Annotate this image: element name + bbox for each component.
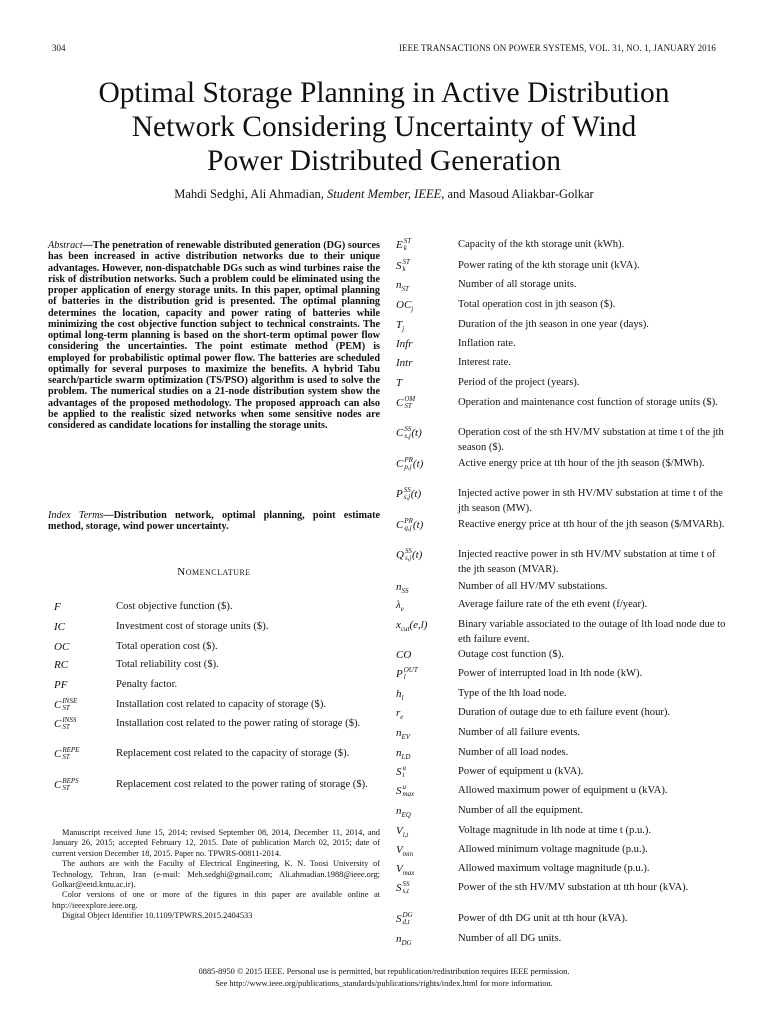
nomenclature-symbol: C INSS ST bbox=[54, 716, 77, 732]
authors-part: , and Masoud Aliakbar-Golkar bbox=[441, 187, 594, 201]
nomenclature-symbol: $n_{ST}$ bbox=[396, 279, 409, 294]
nomenclature-symbol: Infr bbox=[396, 338, 413, 350]
nomenclature-description: Number of all the equipment. bbox=[458, 805, 584, 816]
nomenclature-description: Average failure rate of the eth event (f/year). bbox=[458, 599, 648, 610]
nomenclature-symbol: $\lambda_e$ bbox=[396, 599, 404, 614]
nomenclature-description: Number of all load nodes. bbox=[458, 747, 569, 758]
nomenclature-symbol: RC bbox=[54, 659, 69, 671]
title-line: Network Considering Uncertainty of Wind bbox=[131, 111, 637, 143]
nomenclature-symbol: $V_{min}$ bbox=[396, 844, 414, 859]
authors-part: Mahdi Sedghi, Ali Ahmadian, bbox=[174, 187, 328, 201]
nomenclature-description: Injected reactive power in sth HV/MV substation at time t of the jth season (MVAR). bbox=[458, 549, 716, 575]
nomenclature-symbol: Intr bbox=[396, 357, 413, 369]
footnote: The authors are with the Faculty of Electrical Engineering, K. N. Toosi University of Technology, Tehran, Iran (e-mail: Meh.sedghi@gmail.com; Ali.ahmadian.1988@ieee.org; Golkar@eetd.kntu.ac.ir). bbox=[52, 859, 380, 890]
footnotes bbox=[52, 828, 380, 922]
nomenclature-description: Injected active power in sth HV/MV substation at time t of the jth season (MW). bbox=[458, 488, 723, 514]
nomenclature-description: Power of interrupted load in lth node (kW). bbox=[458, 668, 643, 679]
nomenclature-description: Number of all failure events. bbox=[458, 727, 581, 738]
nomenclature-description: Active energy price at tth hour of the jth season ($/MWh). bbox=[458, 458, 705, 469]
copyright-line: 0885-8950 © 2015 IEEE. Personal use is permitted, but republication/redistribution requires IEEE permission. bbox=[198, 967, 570, 976]
abstract-label: Abstract bbox=[48, 240, 83, 251]
nomenclature-symbol: $n_{EQ}$ bbox=[396, 805, 411, 820]
footnote: Manuscript received June 15, 2014; revised September 08, 2014, December 11, 2014, and January 26, 2015; accepted February 12, 2015. Date of publication March 02, 2015; date of current version December 18, 2015. Paper no. TPWRS-00811-2014. bbox=[52, 828, 380, 858]
nomenclature-description: Total operation cost ($). bbox=[116, 641, 218, 652]
nomenclature-description: Power of the sth HV/MV substation at tth hour (kVA). bbox=[458, 882, 689, 893]
nomenclature-description: Voltage magnitude in lth node at time t (p.u.). bbox=[458, 825, 652, 836]
nomenclature-description: Total reliability cost ($). bbox=[116, 659, 219, 670]
index-terms bbox=[48, 510, 380, 533]
nomenclature-symbol: $V_{l,t}$ bbox=[396, 825, 409, 840]
index-terms-text: —Distribution network, optimal planning, point estimate method, storage, wind power uncertainty. bbox=[48, 510, 380, 533]
nomenclature-symbol: S ST k bbox=[396, 258, 410, 274]
nomenclature-description: Allowed minimum voltage magnitude (p.u.). bbox=[458, 844, 648, 855]
nomenclature-symbol: S u max bbox=[396, 783, 415, 799]
abstract-text: —The penetration of renewable distributed generation (DG) sources has been increased in active distribution networks due to their unique advantages. However, non-dispatchable DGs such as wind turbines raise the risk of distribution networks. Such a problem could be eliminated using the proper application of energy storage units. In this paper, optimal planning of batteries in the distribution grid is presented. The optimal planning determines the location, capacity and power rating of batteries while minimizing the cost objective function subject to technical constraints. The optimal long-term planning is based on the short-term optimal power flow considering the uncertainties. The point estimate method (PEM) is employed for probabilistic optimal power flow. The batteries are scheduled optimally for several purposes to maximize the benefits. A hybrid Tabu search/particle swarm optimization (TS/PSO) algorithm is used to solve the problem. The numerical studies on a 21-node distribution system show the advantages of the proposed methodology. The proposed approach can also be applied to the realistic sized networks when some sensitive nodes are considered as candidate locations for installing the storage units. bbox=[48, 240, 380, 431]
nomenclature-description: Power of dth DG unit at tth hour (kVA). bbox=[458, 913, 628, 924]
nomenclature-symbol: $n_{SS}$ bbox=[396, 581, 409, 596]
nomenclature-description: Duration of outage due to eth failure event (hour). bbox=[458, 707, 671, 718]
nomenclature-symbol: S u t bbox=[396, 764, 406, 780]
nomenclature-description: Installation cost related to capacity of storage ($). bbox=[116, 699, 327, 710]
nomenclature-description: Inflation rate. bbox=[458, 338, 516, 349]
nomenclature-symbol: $n_{LD}$ bbox=[396, 747, 411, 762]
nomenclature-description: Interest rate. bbox=[458, 357, 511, 368]
nomenclature-description: Replacement cost related to the capacity of storage ($). bbox=[116, 748, 350, 759]
nomenclature-description: Power of equipment u (kVA). bbox=[458, 766, 584, 777]
nomenclature-symbol: Q SS s,j (t) bbox=[396, 547, 423, 563]
nomenclature-symbol: P OUT l bbox=[396, 666, 418, 682]
nomenclature-description: Installation cost related to the power rating of storage ($). bbox=[116, 718, 361, 729]
nomenclature-description: Operation cost of the sth HV/MV substation at time t of the jth season ($). bbox=[458, 427, 724, 453]
nomenclature-description: Reactive energy price at tth hour of the jth season ($/MVARh). bbox=[458, 519, 725, 530]
nomenclature-description: Number of all HV/MV substations. bbox=[458, 581, 608, 592]
nomenclature-symbol: $T_j$ bbox=[396, 319, 405, 334]
nomenclature-description: Power rating of the kth storage unit (kVA). bbox=[458, 260, 640, 271]
nomenclature-symbol: C PR p,j (t) bbox=[396, 456, 424, 472]
nomenclature-symbol: C SS s,j (t) bbox=[396, 425, 422, 441]
nomenclature-symbol: C PR q,j (t) bbox=[396, 517, 424, 533]
nomenclature-description: Investment cost of storage units ($). bbox=[116, 621, 269, 632]
nomenclature-description: Type of the lth load node. bbox=[458, 688, 567, 699]
title-line: Power Distributed Generation bbox=[207, 145, 561, 177]
author-list bbox=[40, 187, 728, 202]
nomenclature-symbol: C OM ST bbox=[396, 395, 416, 411]
nomenclature-description: Outage cost function ($). bbox=[458, 649, 564, 660]
nomenclature-symbol: $x_{cut}(e,l)$ bbox=[396, 619, 428, 634]
nomenclature-description: Capacity of the kth storage unit (kWh). bbox=[458, 239, 625, 250]
nomenclature-symbol: $V_{max}$ bbox=[396, 863, 415, 878]
nomenclature-heading: Nomenclature bbox=[177, 566, 251, 578]
nomenclature-symbol: E ST k bbox=[396, 237, 412, 253]
footnote: Digital Object Identifier 10.1109/TPWRS.2015.2404533 bbox=[62, 911, 253, 921]
nomenclature-description: Allowed maximum power of equipment u (kVA). bbox=[458, 785, 668, 796]
nomenclature-symbol: $h_l$ bbox=[396, 688, 404, 703]
nomenclature-description: Operation and maintenance cost function of storage units ($). bbox=[458, 397, 718, 408]
nomenclature-symbol: C REPS ST bbox=[54, 777, 79, 793]
abstract bbox=[48, 240, 380, 431]
nomenclature-description: Allowed maximum voltage magnitude (p.u.). bbox=[458, 863, 650, 874]
paper-title bbox=[40, 76, 728, 178]
authors-membership: Student Member, IEEE bbox=[327, 187, 442, 201]
nomenclature-symbol: OC bbox=[54, 641, 70, 653]
nomenclature-symbol: P SS s,j (t) bbox=[396, 486, 422, 502]
nomenclature-symbol: $r_e$ bbox=[396, 707, 404, 722]
footnote: Color versions of one or more of the figures in this paper are available online at http://ieeexplore.ieee.org. bbox=[52, 890, 380, 910]
nomenclature-symbol: F bbox=[54, 601, 61, 613]
copyright-line: See http://www.ieee.org/publications_standards/publications/rights/index.html for more information. bbox=[215, 979, 553, 988]
nomenclature-symbol: IC bbox=[54, 621, 65, 633]
nomenclature-description: Period of the project (years). bbox=[458, 377, 580, 388]
nomenclature-symbol: C INSE ST bbox=[54, 697, 78, 713]
journal-header: IEEE TRANSACTIONS ON POWER SYSTEMS, VOL. 31, NO. 1, JANUARY 2016 bbox=[398, 43, 716, 53]
title-line: Optimal Storage Planning in Active Distribution bbox=[98, 77, 670, 109]
copyright-notice bbox=[40, 966, 728, 990]
nomenclature-description: Number of all storage units. bbox=[458, 279, 577, 290]
nomenclature-description: Binary variable associated to the outage of lth load node due to eth failure event. bbox=[458, 619, 726, 645]
nomenclature-symbol: S DG d,t bbox=[396, 911, 413, 927]
nomenclature-symbol: $n_{DG}$ bbox=[396, 933, 412, 948]
nomenclature-description: Replacement cost related to the power rating of storage ($). bbox=[116, 779, 368, 790]
nomenclature-symbol: CO bbox=[396, 649, 412, 661]
nomenclature-symbol: PF bbox=[54, 679, 68, 691]
nomenclature-symbol: S SS s,t bbox=[396, 880, 410, 896]
nomenclature-description: Penalty factor. bbox=[116, 679, 178, 690]
index-terms-label: Index Terms bbox=[48, 510, 104, 521]
nomenclature-description: Duration of the jth season in one year (days). bbox=[458, 319, 649, 330]
nomenclature-description: Total operation cost in jth season ($). bbox=[458, 299, 616, 310]
page-number: 304 bbox=[52, 43, 66, 53]
nomenclature-symbol: $n_{EV}$ bbox=[396, 727, 411, 742]
nomenclature-description: Cost objective function ($). bbox=[116, 601, 233, 612]
nomenclature-symbol: $OC_j$ bbox=[396, 299, 414, 314]
nomenclature-description: Number of all DG units. bbox=[458, 933, 562, 944]
nomenclature-symbol: C REPE ST bbox=[54, 746, 80, 762]
nomenclature-symbol: T bbox=[396, 377, 403, 389]
